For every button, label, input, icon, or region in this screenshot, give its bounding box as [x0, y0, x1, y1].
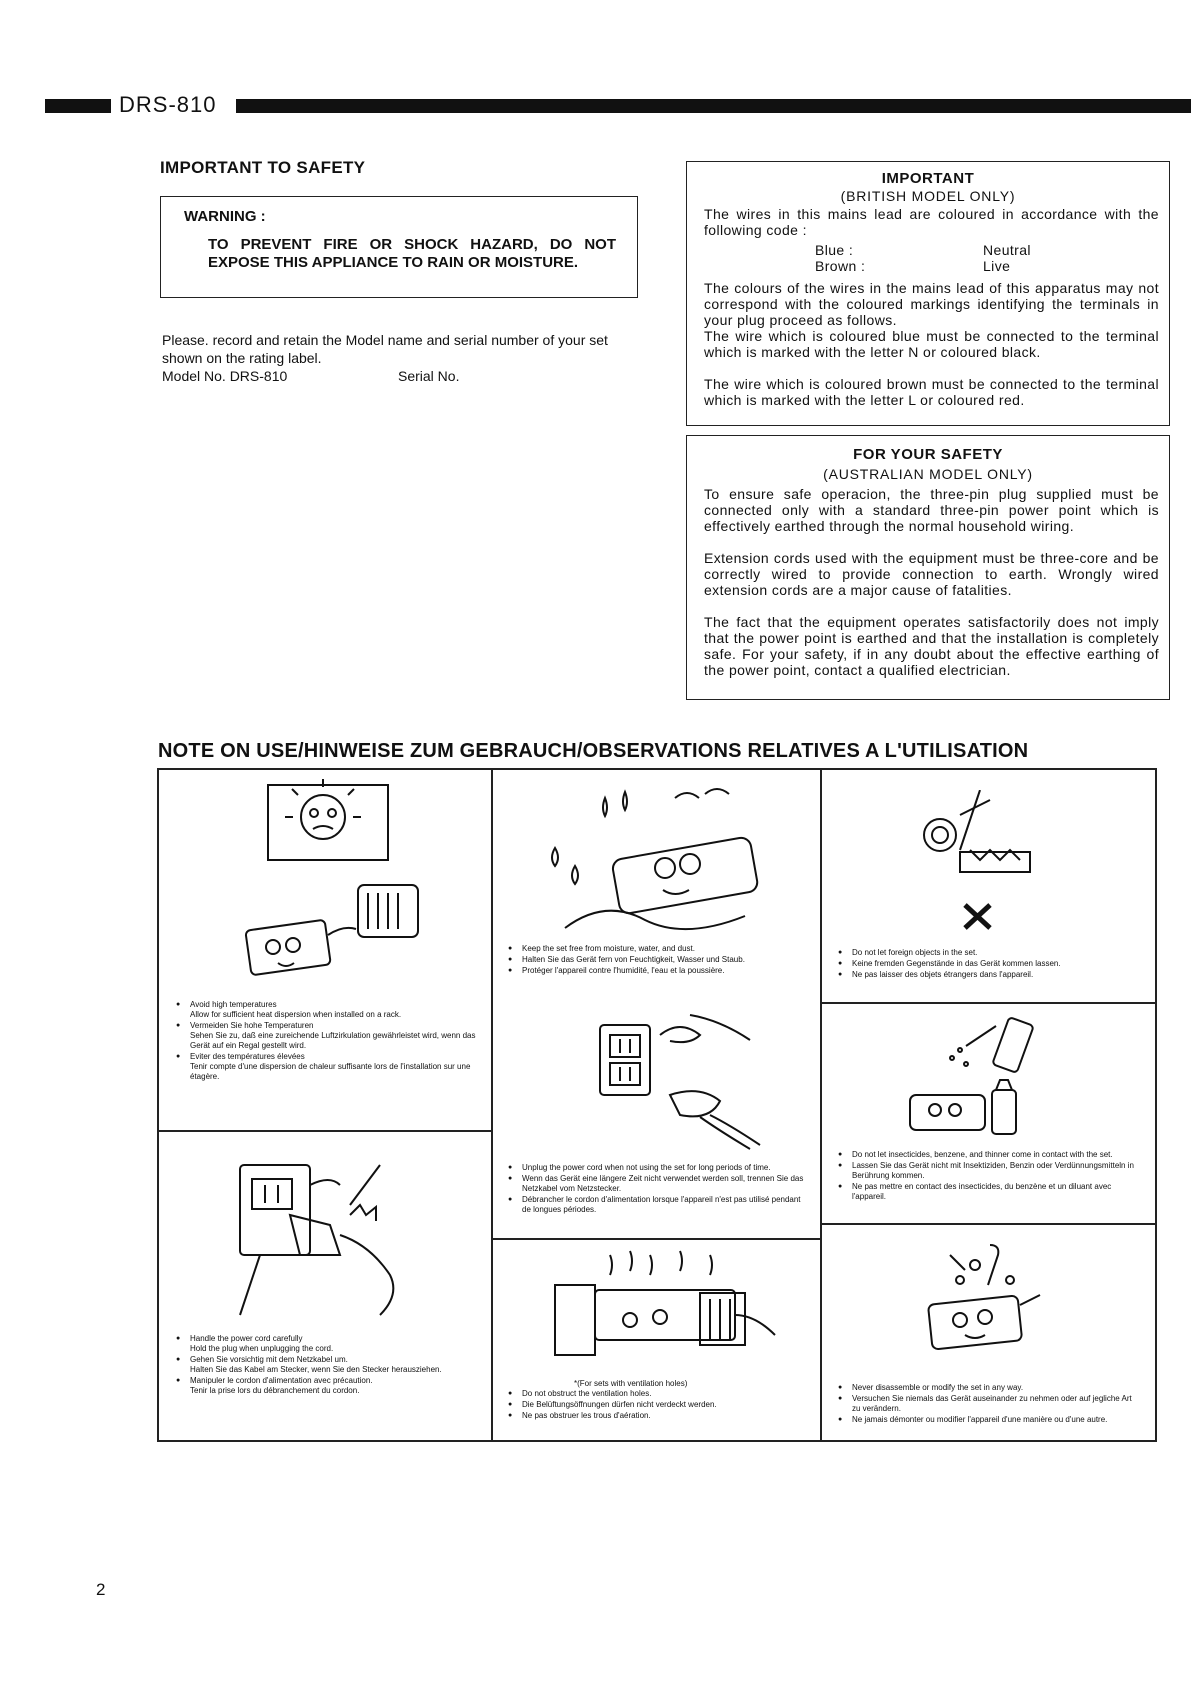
british-box-title: IMPORTANT: [881, 170, 975, 187]
chemicals-de-text: ● Lassen Sie das Gerät nicht mit Insektiziden, Benzin oder Verdünnungsmitteln in Berührung kommen.: [852, 1161, 1140, 1181]
note-on-use-heading: NOTE ON USE/HINWEISE ZUM GEBRAUCH/OBSERVATIONS RELATIVES A L'UTILISATION: [158, 740, 1029, 762]
ventilation-caption: [510, 1379, 810, 1422]
brown-label: Brown :: [815, 258, 866, 274]
australian-para-2: Extension cords used with the equipment must be three-core and be correctly wired to provide connection to earth. Wrongly wired extension cords are a major cause of fatalities.: [704, 550, 1159, 598]
british-para-1: The colours of the wires in the mains lead of this apparatus may not correspond with the coloured markings identifying the terminals in your plug proceed as follows.: [704, 280, 1159, 328]
unplug-illustration-icon: [580, 1005, 780, 1150]
australian-model-box: [686, 435, 1170, 700]
chemicals-en-text: ● Do not let insecticides, benzene, and thinner come in contact with the set.: [852, 1150, 1140, 1160]
cord-de-text: Halten Sie das Kabel am Stecker, wenn Sie den Stecker herausziehen.: [190, 1365, 442, 1374]
model-serial-row: [162, 367, 459, 385]
unplug-en-text: ● Unplug the power cord when not using the set for long periods of time.: [522, 1163, 810, 1173]
heat-illustration-icon: [218, 775, 458, 995]
australian-para-1: To ensure safe operacion, the three-pin plug supplied must be connected only with a standard three-pin power point which is effectively earthed through the normal household wiring.: [704, 486, 1159, 534]
cord-en-title: ● Handle the power cord carefully: [190, 1334, 303, 1343]
cord-de-title: ● Gehen Sie vorsichtig mit dem Netzkabel um.: [190, 1355, 348, 1364]
blue-label: Blue :: [815, 242, 854, 258]
foreign-objects-caption: [840, 948, 1140, 981]
british-intro: The wires in this mains lead are coloured in accordance with the following code :: [704, 206, 1159, 238]
chemicals-caption: [840, 1150, 1140, 1203]
foreign-de-text: ● Keine fremden Gegenstände in das Gerät kommen lassen.: [852, 959, 1140, 969]
australian-box-subtitle: (AUSTRALIAN MODEL ONLY): [823, 466, 1033, 482]
foreign-fr-text: ● Ne pas laisser des objets étrangers dans l'appareil.: [852, 970, 1140, 980]
brown-value: Live: [983, 258, 1011, 274]
header-bar-left: [45, 99, 111, 113]
heat-fr-text: Tenir compte d'une dispersion de chaleur suffisante lors de l'installation sur une étagère.: [190, 1062, 471, 1081]
cord-fr-title: ● Manipuler le cordon d'alimentation avec précaution.: [190, 1376, 373, 1385]
warning-title: WARNING :: [184, 208, 266, 225]
heat-en-title: ● Avoid high temperatures: [190, 1000, 277, 1009]
unplug-fr-text: ● Débrancher le cordon d'alimentation lorsque l'appareil n'est pas utilisé pendant de longues périodes.: [522, 1195, 810, 1215]
heat-caption: [178, 1000, 478, 1083]
moisture-de-text: ● Halten Sie das Gerät fern von Feuchtigkeit, Wasser und Staub.: [522, 955, 810, 965]
british-box-subtitle: (BRITISH MODEL ONLY): [840, 188, 1016, 204]
disassemble-de-text: ● Versuchen Sie niemals das Gerät auseinander zu nehmen oder auf jegliche Art zu verändern.: [852, 1394, 1140, 1414]
safety-heading: IMPORTANT TO SAFETY: [160, 158, 366, 177]
ventilation-de-text: ● Die Belüftungsöffnungen dürfen nicht verdeckt werden.: [522, 1400, 810, 1410]
blue-value: Neutral: [983, 242, 1031, 258]
moisture-fr-text: ● Protéger l'appareil contre l'humidité, l'eau et la poussière.: [522, 966, 810, 976]
foreign-en-text: ● Do not let foreign objects in the set.: [852, 948, 1140, 958]
british-para-2: The wire which is coloured blue must be connected to the terminal which is marked with the letter N or coloured black.: [704, 328, 1159, 360]
disassemble-en-text: ● Never disassemble or modify the set in any way.: [852, 1383, 1140, 1393]
disassemble-fr-text: ● Ne jamais démonter ou modifier l'appareil d'une manière ou d'une autre.: [852, 1415, 1140, 1425]
serial-number-label: Serial No.: [398, 368, 460, 384]
unplug-caption: [510, 1163, 810, 1216]
moisture-caption: [510, 944, 810, 977]
model-title: DRS-810: [119, 92, 217, 117]
heat-de-title: ● Vermeiden Sie hohe Temperaturen: [190, 1021, 314, 1030]
disassemble-illustration-icon: [920, 1235, 1050, 1365]
australian-para-3: The fact that the equipment operates satisfactorily does not imply that the power point is earthed and that the installation is completely safe. For your safety, if in any doubt about the effective earthing of the power point, contact a qualified electrician.: [704, 614, 1159, 678]
foreign-objects-illustration-icon: [900, 790, 1050, 930]
british-model-box: [686, 161, 1170, 426]
header-bar-right: [236, 99, 1191, 113]
ventilation-note: *(For sets with ventilation holes): [574, 1379, 688, 1388]
ventilation-fr-text: ● Ne pas obstruer les trous d'aération.: [522, 1411, 810, 1421]
unplug-de-text: ● Wenn das Gerät eine längere Zeit nicht verwendet werden soll, trennen Sie das Netzkabel vom Netzstecker.: [522, 1174, 810, 1194]
chemicals-fr-text: ● Ne pas mettre en contact des insecticides, du benzène et un diluant avec l'appareil.: [852, 1182, 1140, 1202]
page-number: 2: [96, 1580, 106, 1599]
cord-en-text: Hold the plug when unplugging the cord.: [190, 1344, 334, 1353]
chemicals-illustration-icon: [900, 1010, 1060, 1145]
heat-de-text: Sehen Sie zu, daß eine zureichende Luftzirkulation gewährleistet wird, wenn das Gerät auf ein Regal gestellt wird.: [190, 1031, 476, 1050]
moisture-en-text: ● Keep the set free from moisture, water, and dust.: [522, 944, 810, 954]
moisture-illustration-icon: [545, 778, 795, 938]
ventilation-illustration-icon: [550, 1245, 780, 1375]
heat-en-text: Allow for sufficient heat dispersion when installed on a rack.: [190, 1010, 402, 1019]
heat-fr-title: ● Eviter des températures élevées: [190, 1052, 305, 1061]
power-cord-illustration-icon: [230, 1145, 430, 1325]
cord-fr-text: Tenir la prise lors du débranchement du cordon.: [190, 1386, 360, 1395]
record-instructions: Please. record and retain the Model name and serial number of your set shown on the rating label.: [162, 332, 608, 366]
model-number-label: Model No. DRS-810: [162, 368, 288, 384]
warning-text: TO PREVENT FIRE OR SHOCK HAZARD, DO NOT EXPOSE THIS APPLIANCE TO RAIN OR MOISTURE.: [208, 236, 616, 271]
british-para-3: The wire which is coloured brown must be connected to the terminal which is marked with the letter L or coloured red.: [704, 376, 1159, 408]
australian-box-title: FOR YOUR SAFETY: [853, 446, 1003, 463]
power-cord-caption: [178, 1334, 478, 1397]
ventilation-en-text: ● Do not obstruct the ventilation holes.: [522, 1389, 810, 1399]
disassemble-caption: [840, 1383, 1140, 1426]
